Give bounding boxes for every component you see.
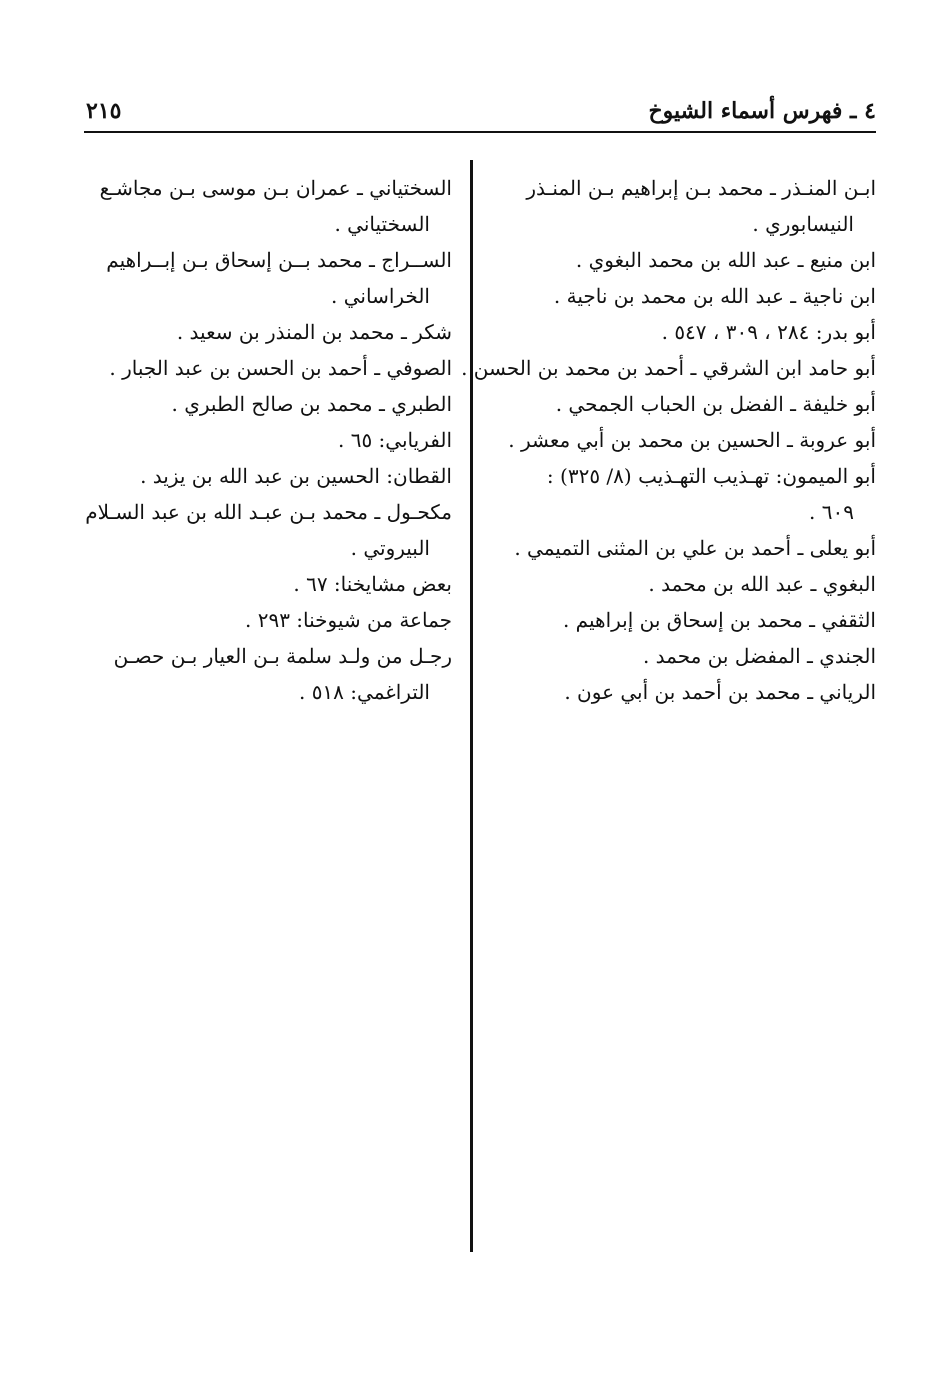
- entry-continuation: التراغمي: ٥١٨ .: [298, 680, 430, 704]
- entry-text: أبو عروبة ـ الحسين بن محمد بن أبي معشر .: [508, 428, 876, 452]
- index-entry: [498, 674, 876, 710]
- index-entry: [498, 314, 876, 350]
- entry-text: الرياني ـ محمد بن أحمد بن أبي عون .: [564, 680, 876, 704]
- entry-text: رجـل من ولـد سلمة بـن العيار بـن حصـن: [113, 644, 452, 668]
- entry-text: شكر ـ محمد بن المنذر بن سعيد .: [176, 320, 452, 344]
- entry-text: السختياني ـ عمران بـن موسى بـن مجاشـع: [99, 176, 452, 200]
- index-entry: [498, 386, 876, 422]
- index-entry: [498, 602, 876, 638]
- index-entry: [80, 566, 452, 602]
- entry-text: البغوي ـ عبد الله بن محمد .: [648, 572, 876, 596]
- index-entry: [80, 494, 452, 566]
- entry-text: أبو خليفة ـ الفضل بن الحباب الجمحي .: [555, 392, 876, 416]
- entry-text: ابن منيع ـ عبد الله بن محمد البغوي .: [575, 248, 876, 272]
- entry-text: جماعة من شيوخنا: ٢٩٣ .: [245, 608, 452, 632]
- entry-text: القطان: الحسين بن عبد الله بن يزيد .: [140, 464, 452, 488]
- entry-text: الفريابي: ٦٥ .: [338, 428, 452, 452]
- column-divider: [470, 160, 473, 1252]
- entry-continuation: السختياني .: [334, 212, 430, 236]
- index-entry: [498, 638, 876, 674]
- index-entry: [461, 350, 876, 386]
- entry-text: الجندي ـ المفضل بن محمد .: [642, 644, 876, 668]
- index-entry: [80, 386, 452, 422]
- entry-text: الثقفي ـ محمد بن إسحاق بن إبراهيم .: [562, 608, 876, 632]
- entry-continuation: النيسابوري .: [752, 212, 854, 236]
- index-entry: [80, 242, 452, 314]
- index-entry: [498, 242, 876, 278]
- entry-text: الطبري ـ محمد بن صالح الطبري .: [171, 392, 452, 416]
- index-entry: [80, 314, 452, 350]
- right-column: [461, 170, 876, 710]
- entry-text: ابـن المنـذر ـ محمد بـن إبراهيم بـن المنـذر: [526, 176, 876, 200]
- index-entry: [80, 638, 452, 710]
- index-entry: [498, 530, 876, 566]
- section-title: ٤ ـ فهرس أسماء الشيوخ: [648, 98, 876, 124]
- header-rule: [84, 131, 876, 133]
- index-entry: [498, 566, 876, 602]
- index-entry: [498, 278, 876, 314]
- index-entry: [80, 602, 452, 638]
- left-column: [80, 170, 452, 710]
- entry-text: ابن ناجية ـ عبد الله بن محمد بن ناجية .: [553, 284, 876, 308]
- entry-continuation: ٦٠٩ .: [809, 500, 854, 524]
- index-entry: [498, 170, 876, 242]
- entry-text: الســراج ـ محمد بــن إسحاق بـن إبــراهيم: [106, 248, 452, 272]
- entry-text: مكحـول ـ محمد بـن عبـد الله بن عبد السـلام: [85, 500, 452, 524]
- entry-text: أبو يعلى ـ أحمد بن علي بن المثنى التميمي .: [514, 536, 876, 560]
- index-entry: [80, 458, 452, 494]
- entry-text: أبو بدر: ٢٨٤ ، ٣٠٩ ، ٥٤٧ .: [661, 320, 876, 344]
- index-entry: [80, 350, 452, 386]
- page-header: [84, 96, 876, 130]
- index-entry: [80, 170, 452, 242]
- entry-text: الصوفي ـ أحمد بن الحسن بن عبد الجبار .: [109, 356, 452, 380]
- index-entry: [498, 422, 876, 458]
- entry-text: أبو حامد ابن الشرقي ـ أحمد بن محمد بن الحسن .: [461, 356, 876, 380]
- entry-text: بعض مشايخنا: ٦٧ .: [293, 572, 452, 596]
- index-entry: [80, 422, 452, 458]
- entry-continuation: البيروتي .: [350, 536, 430, 560]
- entry-text: أبو الميمون: تهـذيب التهـذيب (٨/ ٣٢٥) :: [546, 464, 876, 488]
- index-entry: [498, 458, 876, 530]
- page-number: ٢١٥: [86, 98, 122, 124]
- entry-continuation: الخراساني .: [331, 284, 430, 308]
